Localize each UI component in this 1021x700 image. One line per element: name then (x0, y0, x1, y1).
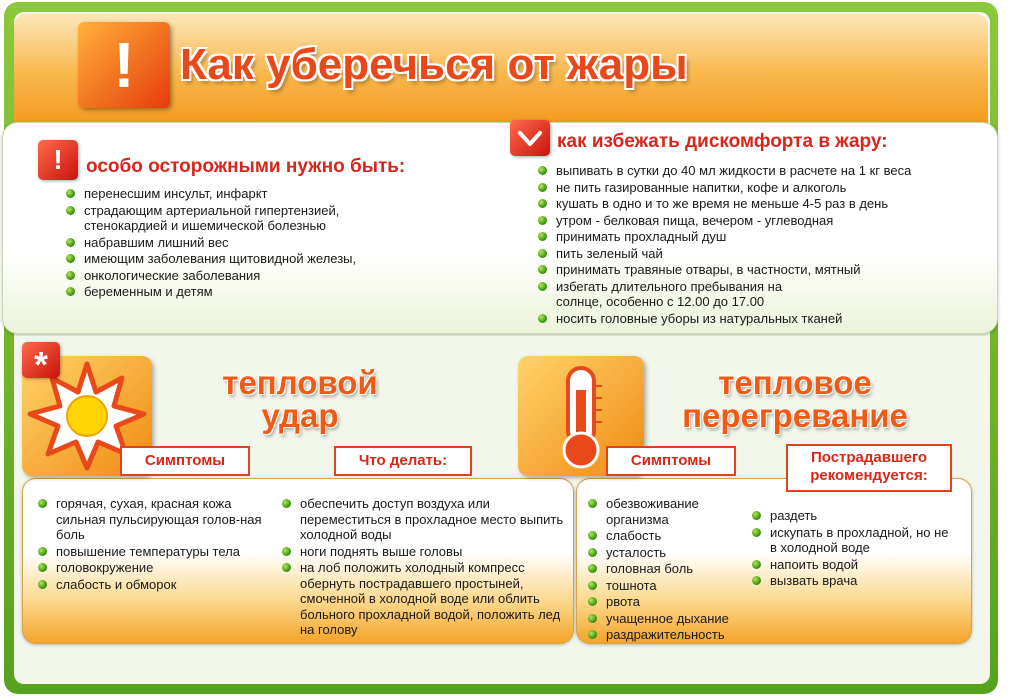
list-item: носить головные уборы из натуральных тканей (536, 311, 986, 327)
caution-heading: особо осторожными нужно быть: (86, 156, 406, 177)
list-item: учащенное дыхание (586, 611, 756, 627)
list-item: обеспечить доступ воздуха или переместиться в прохладное место выпить холодной воды (280, 496, 570, 543)
heatstroke-title-line1: тепловой (222, 364, 378, 401)
list-item: головокружение (36, 560, 272, 576)
asterisk-badge: * (22, 342, 60, 378)
list-item: утром - белковая пища, вечером - углеводная (536, 213, 986, 229)
heatstroke-title-line2: удар (261, 397, 339, 434)
list-item: тошнота (586, 578, 756, 594)
overheat-title-line2: перегревание (682, 397, 908, 434)
list-item: слабость (586, 528, 756, 544)
list-item: пить зеленый чай (536, 246, 986, 262)
list-item: вызвать врача (750, 573, 950, 589)
tab-heatstroke-todo[interactable]: Что делать: (334, 446, 472, 476)
list-item: выпивать в сутки до 40 мл жидкости в расчете на 1 кг веса (536, 163, 986, 179)
list-item: слабость и обморок (36, 577, 272, 593)
list-item: раздеть (750, 508, 950, 524)
list-item: принимать прохладный душ (536, 229, 986, 245)
overheat-title-line1: тепловое (718, 364, 872, 401)
list-item: беременным и детям (64, 284, 434, 300)
list-item: набравшим лишний вес (64, 235, 434, 251)
tab-overheat-symptoms[interactable]: Симптомы (606, 446, 736, 476)
caution-list (64, 186, 434, 301)
list-item: принимать травяные отвары, в частности, мятный (536, 262, 986, 278)
list-item: головная боль (586, 561, 756, 577)
list-item: онкологические заболевания (64, 268, 434, 284)
overheat-recommend-list (750, 508, 950, 590)
list-item: раздражительность (586, 627, 756, 643)
list-item: рвота (586, 594, 756, 610)
list-item: горячая, сухая, красная кожа сильная пульсирующая голов-ная боль (36, 496, 272, 543)
list-item: избегать длительного пребывания на солнце, особенно с 12.00 до 17.00 (536, 279, 796, 310)
comfort-list (536, 163, 986, 327)
list-item: напоить водой (750, 557, 950, 573)
tab-heatstroke-symptoms[interactable]: Симптомы (120, 446, 250, 476)
list-item: усталость (586, 545, 756, 561)
list-item: ноги поднять выше головы (280, 544, 570, 560)
overheat-title (650, 366, 940, 432)
list-item: обезвоживание организма (586, 496, 726, 527)
list-item: страдающим артериальной гипертензией, стенокардией и ишемической болезнью (64, 203, 394, 234)
page-title: Как уберечься от жары (180, 40, 688, 89)
tab-overheat-recommend[interactable]: Пострадавшего рекомендуется: (786, 444, 952, 492)
list-item: не пить газированные напитки, кофе и алкоголь (536, 180, 986, 196)
overheat-symptoms-list (586, 496, 756, 644)
list-item: кушать в одно и то же время не меньше 4-5 раз в день (536, 196, 986, 212)
list-item: повышение температуры тела (36, 544, 272, 560)
list-item: перенесшим инсульт, инфаркт (64, 186, 434, 202)
heatstroke-title (200, 366, 400, 432)
exclamation-icon: ! (78, 22, 170, 108)
list-item: искупать в прохладной, но не в холодной воде (750, 525, 950, 556)
heatstroke-symptoms-list (36, 496, 272, 593)
list-item: имеющим заболевания щитовидной железы, (64, 251, 434, 267)
list-item: на лоб положить холодный компресс обернуть пострадавшего простыней, смоченной в холодной воде или облить больного прохладной водой, положить лед на голову (280, 560, 570, 638)
comfort-heading: как избежать дискомфорта в жару: (557, 131, 888, 152)
warning-icon: ! (38, 140, 78, 180)
heatstroke-todo-list (280, 496, 570, 639)
chevron-down-icon (510, 120, 550, 156)
